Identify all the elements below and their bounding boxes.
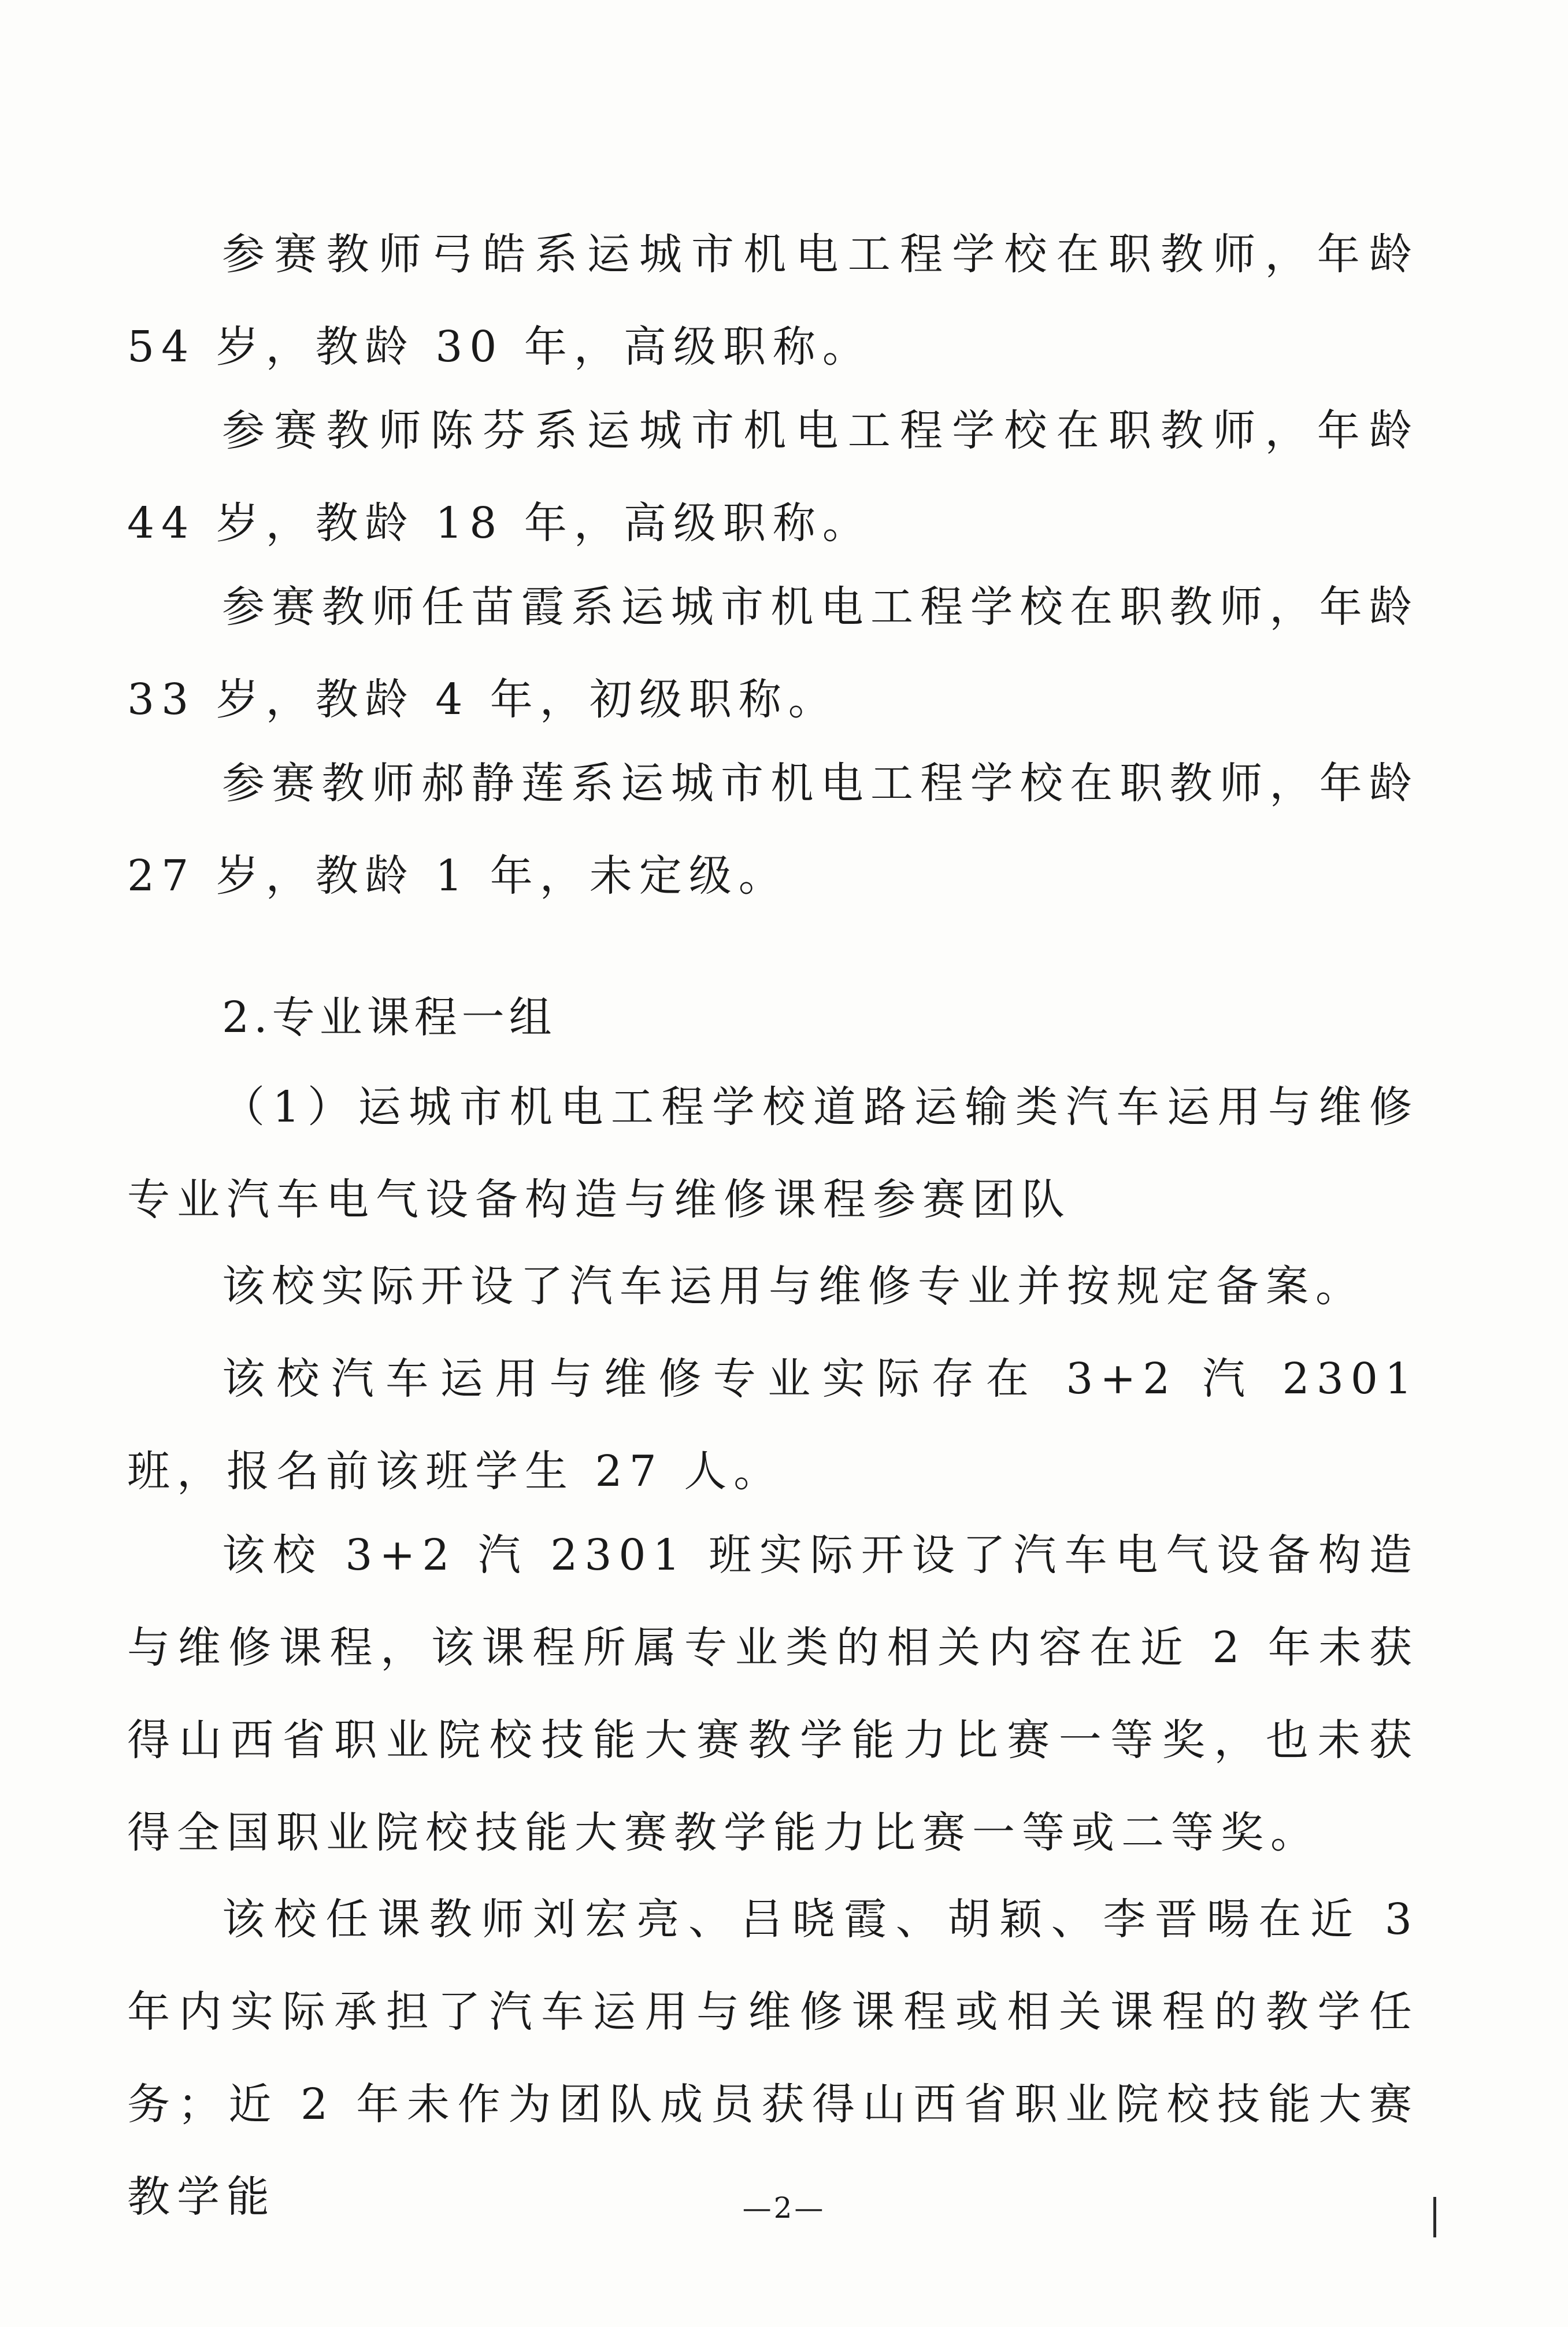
paragraph-course-awards: 该校 3+2 汽 2301 班实际开设了汽车电气设备构造与维修课程，该课程所属专业类的相关内容在近 2 年未获得山西省职业院校技能大赛教学能力比赛一等奖，也未获得全国职业院校技能大赛教学能力比赛一等或二等奖。 [127, 1530, 1419, 1858]
margin-mark [1433, 2197, 1436, 2237]
page-number: —2— [742, 2191, 826, 2225]
section-heading: 2.专业课程一组 [222, 993, 557, 1042]
paragraph-teacher-ren: 参赛教师任苗霞系运城市机电工程学校在职教师，年龄 33 岁，教龄 4 年，初级职称。 [127, 582, 1419, 724]
paragraph-teacher-chen: 参赛教师陈芬系运城市机电工程学校在职教师，年龄 44 岁，教龄 18 年，高级职称。 [127, 406, 1419, 548]
paragraph-team-title: （1）运城市机电工程学校道路运输类汽车运用与维修专业汽车电气设备构造与维修课程参赛团队 [127, 1082, 1419, 1224]
paragraph-teacher-gong: 参赛教师弓皓系运城市机电工程学校在职教师，年龄 54 岁，教龄 30 年，高级职称。 [127, 230, 1419, 372]
paragraph-major-filed: 该校实际开设了汽车运用与维修专业并按规定备案。 [222, 1261, 1365, 1311]
paragraph-teaching-staff: 该校任课教师刘宏亮、吕晓霞、胡颖、李晋暘在近 3 年内实际承担了汽车运用与维修课程或相关课程的教学任务；近 2 年未作为团队成员获得山西省职业院校技能大赛教学能 [127, 1895, 1419, 2222]
paragraph-teacher-hao: 参赛教师郝静莲系运城市机电工程学校在职教师，年龄 27 岁，教龄 1 年，未定级。 [127, 759, 1419, 901]
paragraph-class-students: 该校汽车运用与维修专业实际存在 3+2 汽 2301 班，报名前该班学生 27 人。 [127, 1354, 1419, 1496]
